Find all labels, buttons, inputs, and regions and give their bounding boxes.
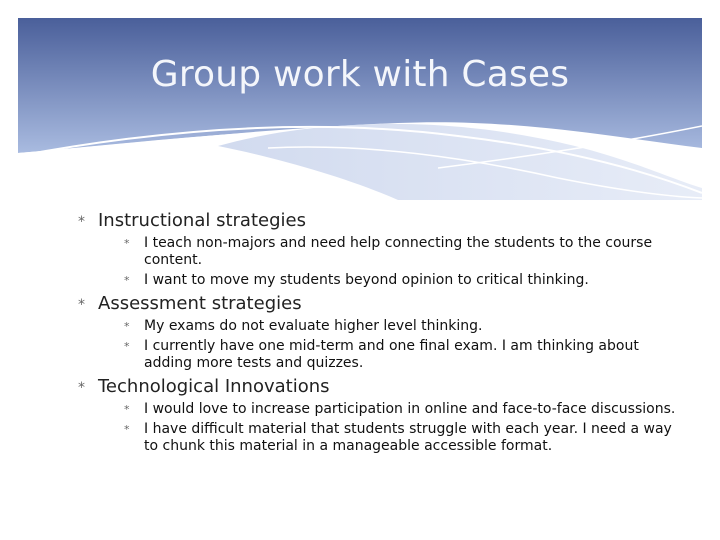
level1-bullet-instructional	[78, 210, 678, 232]
bullet-icon: *	[124, 340, 130, 353]
bullet-text: I have difficult material that students struggle with each year. I need a way to chunk this material in a manageable accessible format.	[144, 421, 672, 454]
bullet-text: I currently have one mid-term and one final exam. I am thinking about adding more tests and quizzes.	[144, 338, 639, 371]
level1-bullet-technological	[78, 376, 678, 398]
bullet-icon: *	[124, 320, 130, 333]
bullet-text: My exams do not evaluate higher level thinking.	[144, 318, 483, 334]
level1-bullet-assessment	[78, 293, 678, 315]
section-heading: Instructional strategies	[98, 210, 306, 231]
slide-content	[78, 210, 678, 455]
slide-header-banner	[18, 18, 702, 200]
bullet-text: I want to move my students beyond opinion to critical thinking.	[144, 272, 589, 288]
bullet-icon: *	[124, 237, 130, 250]
bullet-icon: *	[124, 274, 130, 287]
level2-bullet	[124, 272, 678, 289]
level2-bullet	[124, 401, 678, 418]
bullet-icon: *	[124, 423, 130, 436]
bullet-text: I would love to increase participation in online and face-to-face discussions.	[144, 401, 676, 417]
section-heading: Technological Innovations	[98, 376, 330, 397]
level2-bullet	[124, 235, 678, 269]
level2-bullet	[124, 318, 678, 335]
header-wave-graphic	[18, 18, 702, 200]
bullet-icon: *	[78, 297, 85, 313]
slide-title: Group work with Cases	[150, 54, 570, 95]
bullet-icon: *	[78, 380, 85, 396]
level2-bullet	[124, 421, 678, 455]
bullet-text: I teach non-majors and need help connecting the students to the course content.	[144, 235, 653, 268]
bullet-icon: *	[124, 403, 130, 416]
level2-bullet	[124, 338, 678, 372]
bullet-icon: *	[78, 214, 85, 230]
section-heading: Assessment strategies	[98, 293, 302, 314]
